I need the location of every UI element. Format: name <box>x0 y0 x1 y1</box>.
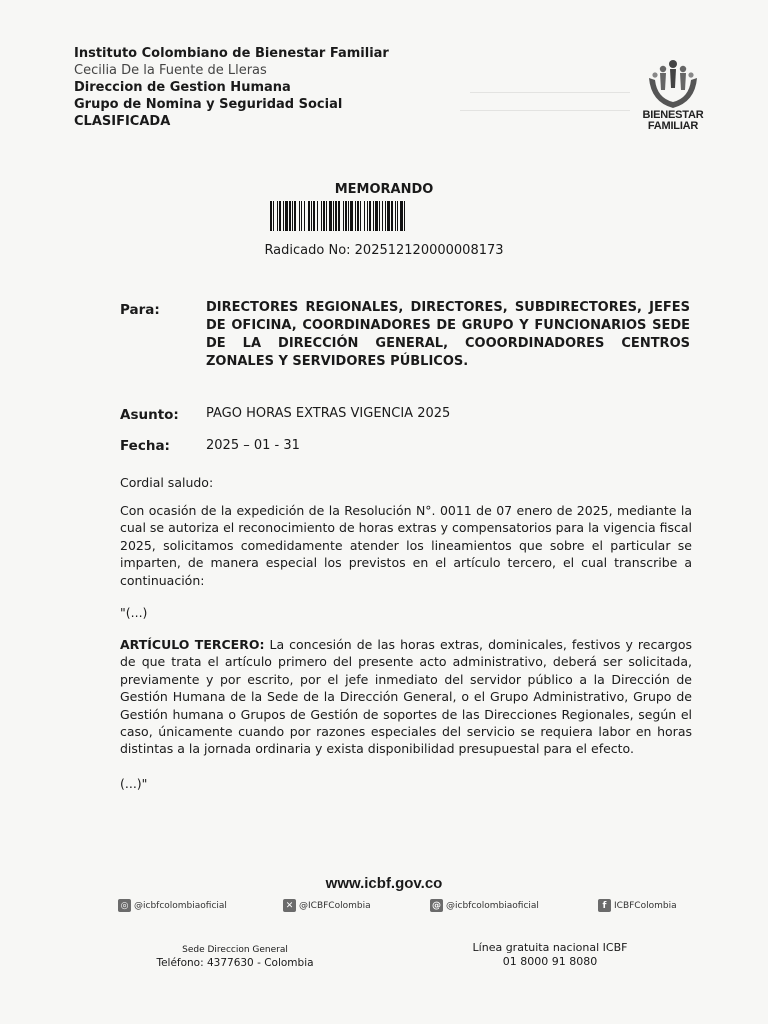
social-handle: @ICBFColombia <box>299 900 371 911</box>
social-x[interactable] <box>283 899 371 912</box>
asunto-label: Asunto: <box>120 407 179 423</box>
logo-line2: FAMILIAR <box>647 120 699 132</box>
para-label: Para: <box>120 302 160 318</box>
footer-address <box>120 944 350 970</box>
scan-artifact <box>470 92 630 93</box>
social-threads[interactable] <box>430 899 539 912</box>
memo-title: MEMORANDO <box>334 182 434 197</box>
fecha-value: 2025 – 01 - 31 <box>206 438 300 453</box>
greeting: Cordial saludo: <box>120 475 214 490</box>
x-icon: ✕ <box>283 899 296 912</box>
barcode <box>270 201 536 231</box>
article-paragraph <box>120 636 692 758</box>
article-label: ARTÍCULO TERCERO: <box>120 637 265 652</box>
threads-icon: @ <box>432 900 441 911</box>
para-recipients: DIRECTORES REGIONALES, DIRECTORES, SUBDIRECTORES, JEFES DE OFICINA, COORDINADORES DE GRUPO Y FUNCIONARIOS SEDE DE LA DIRECCIÓN GENERAL, COOORDINADORES CENTROS ZONALES Y SERVIDORES PÚBLICOS. <box>206 300 690 369</box>
fecha-label: Fecha: <box>120 438 170 454</box>
address-line1: Sede Direccion General <box>182 945 288 955</box>
paragraph-intro: Con ocasión de la expedición de la Resolución N°. 0011 de 07 enero de 2025, mediante la cual se autoriza el reconocimiento de horas extras y compensatorios para la vigencia fiscal 2025, solicitamos comedidamente atender los lineamientos que sobre el particular se imparten, de manera especial los previstos en el artículo tercero, el cual transcribe a continuación: <box>120 503 692 588</box>
social-handle: @icbfcolombiaoficial <box>134 900 227 911</box>
article-text: La concesión de las horas extras, dominicales, festivos y recargos de que trata el artículo primero del presente acto administrativo, deberá ser solicitada, previamente y por escrito, por el jefe inmediato del servidor público a la Dirección de Gestión Humana de la Sede de la Dirección General, o el Grupo Administrativo, Grupo de Gestión humana o Grupos de Gestión de soportes de las Direcciones Regionales, según el caso, únicamente cuando por razones especiales del servicio se requiera labor en horas distintas a la jornada ordinaria y exista disponibilidad presupuestal para el efecto. <box>120 637 693 757</box>
social-facebook[interactable] <box>598 899 677 912</box>
radicado-number: Radicado No: 202512120000008173 <box>264 243 504 258</box>
address-line2: Teléfono: 4377630 - Colombia <box>156 957 314 969</box>
director-name: Cecilia De la Fuente de Lleras <box>74 63 267 78</box>
letterhead <box>74 45 389 130</box>
asunto-value: PAGO HORAS EXTRAS VIGENCIA 2025 <box>206 406 451 421</box>
department-name: Direccion de Gestion Humana <box>74 80 291 95</box>
hotline-line1: Línea gratuita nacional ICBF <box>472 941 628 954</box>
scan-artifact <box>460 110 630 111</box>
logo-line1: BIENESTAR <box>642 109 704 121</box>
social-instagram[interactable] <box>118 899 227 912</box>
facebook-icon: f <box>598 899 611 912</box>
instagram-icon: ◎ <box>118 899 131 912</box>
hotline-line2: 01 8000 91 8080 <box>502 955 598 968</box>
website-link[interactable]: www.icbf.gov.co <box>325 875 443 892</box>
barcode-bar <box>405 201 407 231</box>
family-logo-icon <box>645 58 701 110</box>
group-name: Grupo de Nomina y Seguridad Social <box>74 97 343 112</box>
social-handle: ICBFColombia <box>614 900 677 911</box>
institution-name: Instituto Colombiano de Bienestar Familiar <box>74 46 389 61</box>
social-handle: @icbfcolombiaoficial <box>446 900 539 911</box>
quote-close: (...)" <box>120 776 148 791</box>
footer-hotline <box>450 941 650 969</box>
icbf-logo <box>640 58 706 132</box>
classification: CLASIFICADA <box>74 114 171 129</box>
quote-open: "(...) <box>120 605 148 620</box>
